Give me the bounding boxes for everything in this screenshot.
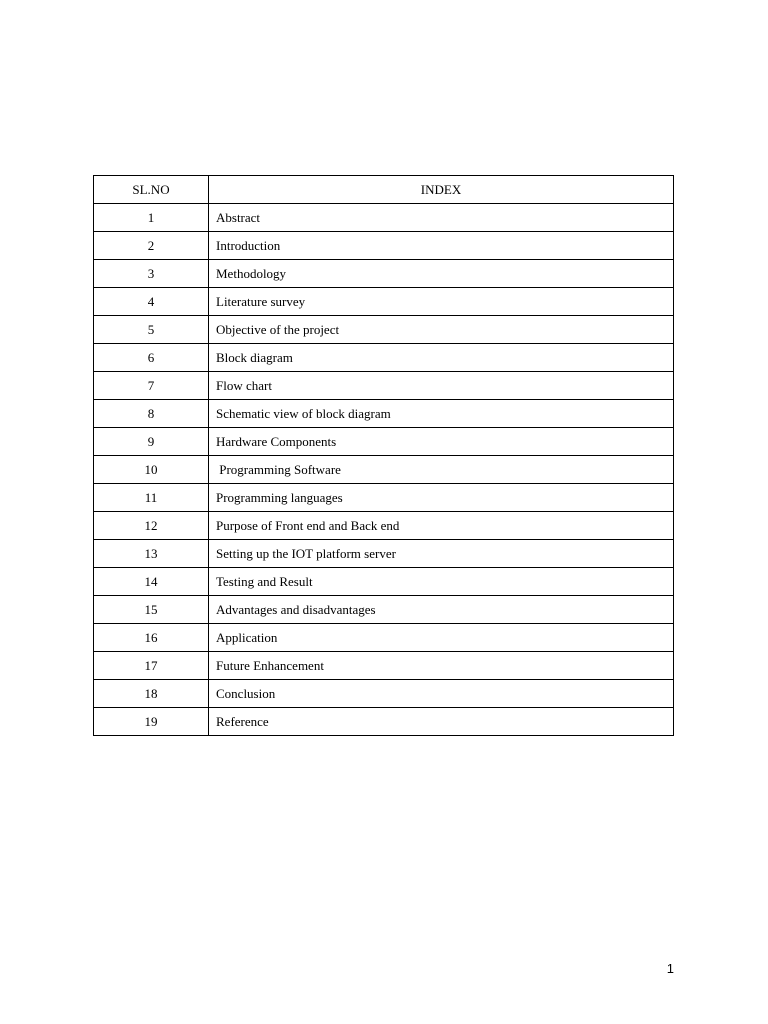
table-row (94, 232, 674, 260)
row-sl-number: 8 (94, 400, 209, 428)
table-row (94, 288, 674, 316)
table-row (94, 372, 674, 400)
row-title: Application (209, 624, 674, 652)
row-sl-number: 12 (94, 512, 209, 540)
row-title: Literature survey (209, 288, 674, 316)
table-row (94, 484, 674, 512)
row-title: Abstract (209, 204, 674, 232)
row-title: Introduction (209, 232, 674, 260)
row-sl-number: 11 (94, 484, 209, 512)
row-sl-number: 6 (94, 344, 209, 372)
table-row (94, 456, 674, 484)
row-title: Advantages and disadvantages (209, 596, 674, 624)
row-sl-number: 15 (94, 596, 209, 624)
row-title: Testing and Result (209, 568, 674, 596)
row-title: Flow chart (209, 372, 674, 400)
row-sl-number: 4 (94, 288, 209, 316)
row-title: Purpose of Front end and Back end (209, 512, 674, 540)
row-title: Methodology (209, 260, 674, 288)
table-row (94, 204, 674, 232)
row-title: Programming Software (209, 456, 674, 484)
row-sl-number: 13 (94, 540, 209, 568)
header-sl-no: SL.NO (94, 176, 209, 204)
index-table (93, 175, 674, 736)
table-row (94, 344, 674, 372)
row-title: Schematic view of block diagram (209, 400, 674, 428)
row-sl-number: 16 (94, 624, 209, 652)
table-row (94, 652, 674, 680)
row-sl-number: 3 (94, 260, 209, 288)
row-title: Reference (209, 708, 674, 736)
row-sl-number: 2 (94, 232, 209, 260)
row-sl-number: 1 (94, 204, 209, 232)
row-title: Hardware Components (209, 428, 674, 456)
table-row (94, 400, 674, 428)
row-title: Future Enhancement (209, 652, 674, 680)
table-header-row (94, 176, 674, 204)
table-row (94, 596, 674, 624)
row-sl-number: 9 (94, 428, 209, 456)
row-sl-number: 17 (94, 652, 209, 680)
table-row (94, 568, 674, 596)
table-row (94, 624, 674, 652)
page-number: 1 (666, 961, 674, 976)
table-row (94, 680, 674, 708)
table-row (94, 428, 674, 456)
table-row (94, 540, 674, 568)
row-sl-number: 14 (94, 568, 209, 596)
header-index: INDEX (209, 176, 674, 204)
row-title: Programming languages (209, 484, 674, 512)
row-title: Setting up the IOT platform server (209, 540, 674, 568)
row-sl-number: 19 (94, 708, 209, 736)
table-row (94, 316, 674, 344)
table-body (94, 204, 674, 736)
row-sl-number: 10 (94, 456, 209, 484)
row-title: Conclusion (209, 680, 674, 708)
row-sl-number: 7 (94, 372, 209, 400)
table-row (94, 512, 674, 540)
row-title: Objective of the project (209, 316, 674, 344)
row-sl-number: 18 (94, 680, 209, 708)
table-row (94, 260, 674, 288)
table-row (94, 708, 674, 736)
row-sl-number: 5 (94, 316, 209, 344)
row-title: Block diagram (209, 344, 674, 372)
